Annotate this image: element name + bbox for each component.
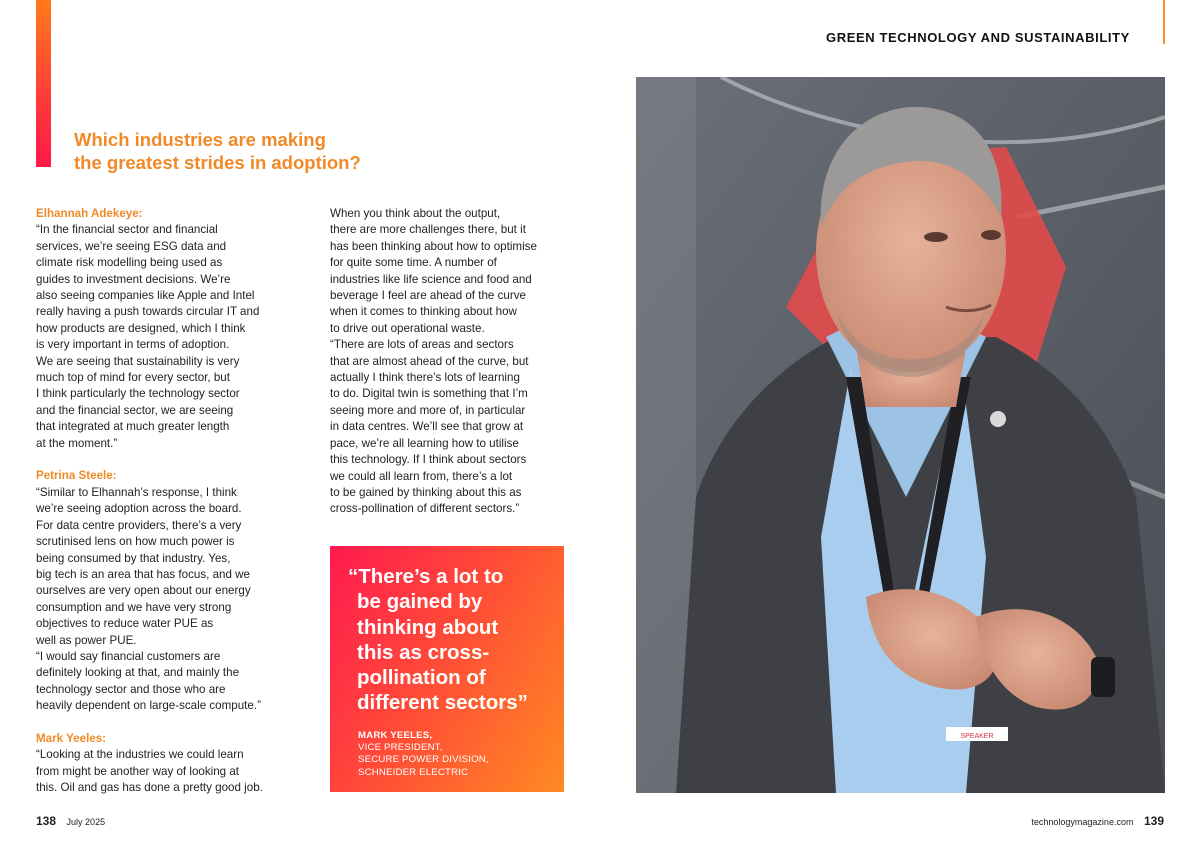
pull-quote-text: “There’s a lot to be gained by thinking about this as cross- pollination of different sectors”: [348, 565, 528, 715]
page-number-right: 139: [1143, 814, 1164, 828]
accent-bar: [36, 0, 51, 167]
answer-continued: “There are lots of areas and sectors that are almost ahead of the curve, but actually I think there’s lots of learning to do. Digital twin is something that I’m seeing more and more of, in particular in data centres. We’ll see that grow at pace, we’re all learning how to utilise this technology. If I think about sectors we could all learn from, there’s a lot to be gained by thinking about this as cross-pollination of different sectors.”: [330, 338, 529, 516]
site-url[interactable]: technologymagazine.com: [1031, 817, 1134, 827]
speaker-answer: “Similar to Elhannah’s response, I think we’re seeing adoption across the board. For data centre providers, there’s a very scrutinised lens on how much power is being consumed by that industry. Yes, big tech is an area that has focus, and we ourselves are very open about our energy consumption and we have very strong objectives to reduce water PUE as well as power PUE.: [36, 485, 251, 647]
issue-date: July 2025: [66, 817, 106, 827]
attribution-name: MARK YEELES,: [358, 730, 433, 741]
speaker-name: Petrina Steele:: [36, 469, 117, 483]
footer-right: [1031, 814, 1164, 828]
footer-left: [36, 814, 105, 828]
pull-quote-attribution: [358, 730, 558, 779]
attribution-role: VICE PRESIDENT, SECURE POWER DIVISION, SCHNEIDER ELECTRIC: [358, 742, 489, 778]
article-column-left: [36, 206, 298, 797]
answer-continued: When you think about the output, there are more challenges there, but it has been thinking about how to optimise for quite some time. A number of industries like life science and food and beverage I feel are ahead of the curve when it comes to thinking about how to drive out operational waste.: [330, 207, 537, 335]
article-column-middle: [330, 206, 570, 518]
section-title: GREEN TECHNOLOGY AND SUSTAINABILITY: [826, 30, 1130, 45]
pull-quote: [330, 546, 564, 792]
question-heading: Which industries are making the greatest strides in adoption?: [74, 129, 361, 173]
header-rule: [1163, 0, 1165, 44]
speaker-photo: [636, 77, 1165, 793]
speaker-name: Mark Yeeles:: [36, 731, 107, 745]
speaker-answer-continued: “I would say financial customers are definitely looking at that, and mainly the technology sector and those who are heavily dependent on large-scale compute.”: [36, 649, 261, 713]
speaker-badge-label: SPEAKER: [960, 733, 994, 740]
page-number-left: 138: [36, 814, 57, 828]
speaker-answer: “Looking at the industries we could learn from might be another way of looking at this. Oil and gas has done a pretty good job.: [36, 748, 263, 795]
speaker-answer: “In the financial sector and financial services, we’re seeing ESG data and climate risk modelling being used as guides to investment decisions. We’re also seeing companies like Apple and Intel really having a push towards circular IT and how products are designed, which I think is very important in terms of adoption. We are seeing that sustainability is very much top of mind for every sector, but I think particularly the technology sector and the financial sector, we are seeing that integrated at much greater length at the moment.”: [36, 223, 260, 450]
speaker-name: Elhannah Adekeye:: [36, 207, 143, 220]
